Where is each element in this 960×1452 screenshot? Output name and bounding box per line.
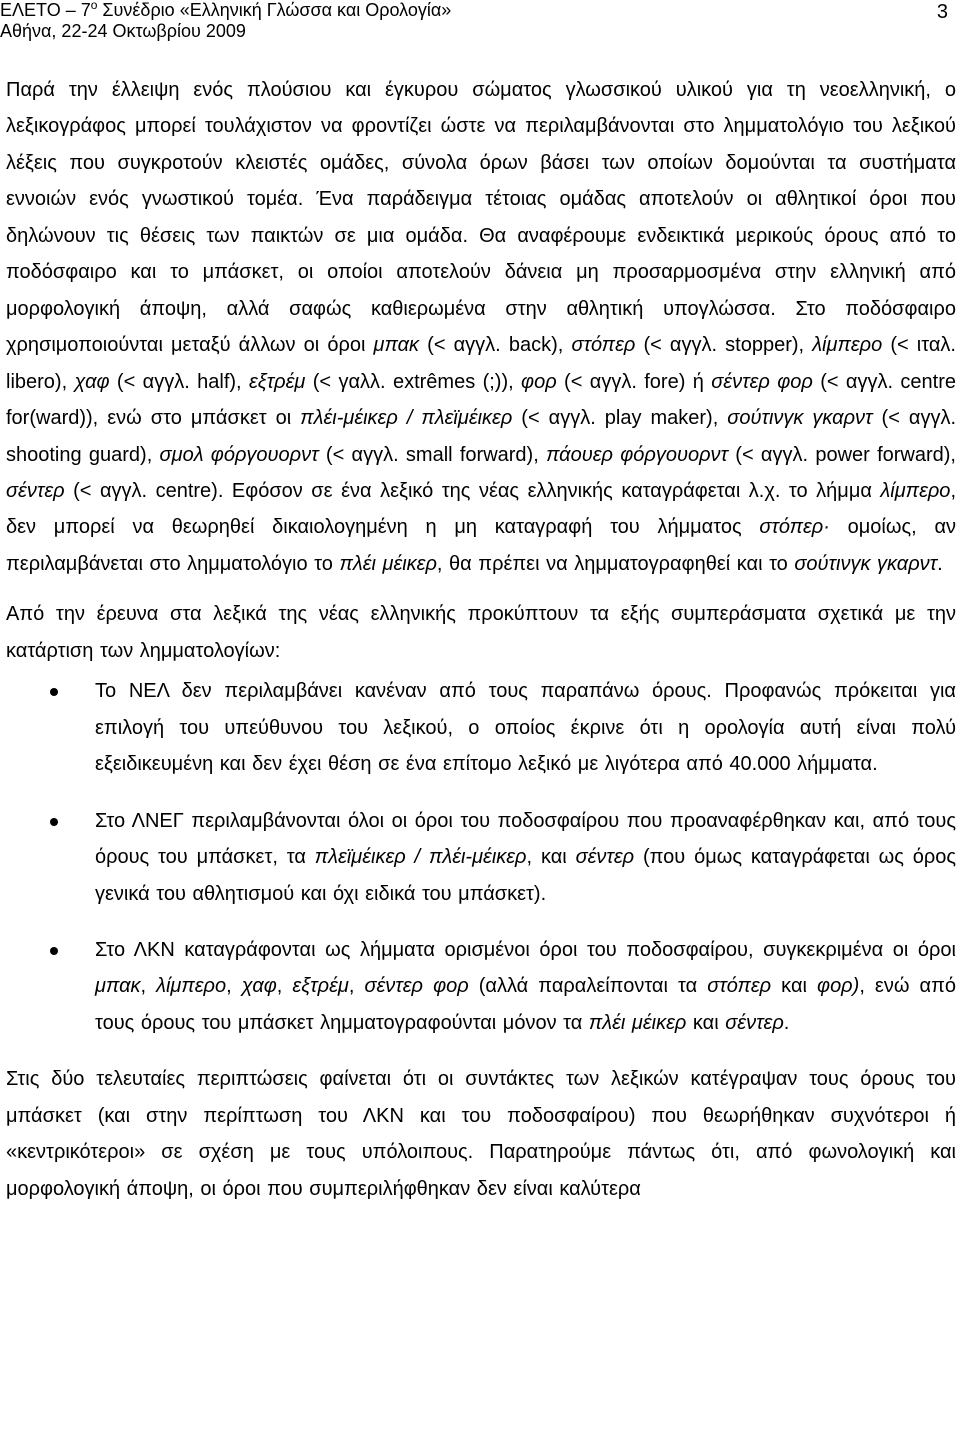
page-header: [0, 0, 960, 42]
list-item: [6, 803, 956, 912]
list-item-text: Στο ΛΚΝ καταγράφονται ως λήμματα ορισμένοι όροι του ποδοσφαίρου, συγκεκριμένα οι όροι μπακ, λίμπερο, χαφ, εξτρέμ, σέντερ φορ (αλλά παραλείπονται τα στόπερ και φορ), ενώ από τους όρους του μπάσκετ λημματογραφούνται μόνον τα πλέι μέικερ και σέντερ.: [95, 938, 957, 1034]
paragraph-intro: Παρά την έλλειψη ενός πλούσιου και έγκυρου σώματος γλωσσικού υλικού για τη νεοελληνική, ο λεξικογράφος μπορεί τουλάχιστον να φροντίζει ώστε να περιλαμβάνονται στο λημματολόγιο του λεξικού λέξεις που συγκροτούν κλειστές ομάδες, σύνολα όρων βάσει των οποίων δομούνται τα συστήματα εννοιών ενός γνωστικού τομέα. Ένα παράδειγμα τέτοιας ομάδας αποτελούν οι αθλητικοί όροι που δηλώνουν τις θέσεις των παικτών σε μια ομάδα. Θα αναφέρουμε ενδεικτικά μερικούς όρους από το ποδόσφαιρο και το μπάσκετ, οι οποίοι αποτελούν δάνεια μη προσαρμοσμένα στην ελληνική από μορφολογική άποψη, αλλά σαφώς καθιερωμένα στην αθλητική υπογλώσσα. Στο ποδόσφαιρο χρησιμοποιούνται μεταξύ άλλων οι όροι μπακ (< αγγλ. back), στόπερ (< αγγλ. stopper), λίμπερο (< ιταλ. libero), χαφ (< αγγλ. half), εξτρέμ (< γαλλ. extrêmes (;)), φορ (< αγγλ. fore) ή σέντερ φορ (< αγγλ. centre for(ward)), ενώ στο μπάσκετ οι πλέι-μέικερ / πλεϊμέικερ (< αγγλ. play maker), σούτινγκ γκαρντ (< αγγλ. shooting guard), σμολ φόργουορντ (< αγγλ. small forward), πάουερ φόργουορντ (< αγγλ. power forward), σέντερ (< αγγλ. centre). Εφόσον σε ένα λεξικό της νέας ελληνικής καταγράφεται λ.χ. το λήμμα λίμπερο, δεν μπορεί να θεωρηθεί δικαιολογημένη η μη καταγραφή του λήμματος στόπερ· ομοίως, αν περιλαμβάνεται στο λημματολόγιο το πλέι μέικερ, θα πρέπει να λημματογραφηθεί και το σούτινγκ γκαρντ.: [6, 79, 957, 575]
header-conference-title: ΕΛΕΤΟ – $7^o$ Συνέδριο «Ελληνική Γλώσσα και Ορολογία»: [0, 0, 452, 20]
bullet-dot-icon: [50, 688, 58, 696]
list-item-text: Το ΝΕΛ δεν περιλαμβάνει κανέναν από τους παραπάνω όρους. Προφανώς πρόκειται για επιλογή του υπεύθυνου του λεξικού, ο οποίος έκρινε ότι η ορολογία αυτή είναι πολύ εξειδικευμένη και δεν έχει θέση σε ένα επίτομο λεξικό με λιγότερα από 40.000 λήμματα.: [95, 680, 956, 776]
document-body: [6, 72, 956, 1207]
list-item: [6, 673, 956, 782]
bullet-dot-icon: [50, 947, 58, 955]
bullet-dot-icon: [50, 818, 58, 826]
paragraph-conclusions-intro: Από την έρευνα στα λεξικά της νέας ελληνικής προκύπτουν τα εξής συμπεράσματα σχετικά με την κατάρτιση των λημματολογίων:: [6, 603, 956, 662]
paragraph-observations: Στις δύο τελευταίες περιπτώσεις φαίνεται ότι οι συντάκτες των λεξικών κατέγραψαν τους όρους του μπάσκετ (και στην περίπτωση του ΛΚΝ και του ποδοσφαίρου) που θεωρήθηκαν συχνότεροι ή «κεντρικότεροι» σε σχέση με τους υπόλοιπους. Παρατηρούμε πάντως ότι, από φωνολογική και μορφολογική άποψη, οι όροι που συμπεριλήφθηκαν δεν είναι καλύτερα: [6, 1068, 956, 1200]
page-number: 3: [936, 1, 948, 23]
conclusions-list: [6, 673, 956, 1041]
list-item-text: Στο ΛΝΕΓ περιλαμβάνονται όλοι οι όροι του ποδοσφαίρου που προαναφέρθηκαν και, από τους όρους του μπάσκετ, τα πλεϊμέικερ / πλέι-μέικερ, και σέντερ (που όμως καταγράφεται ως όρος γενικά του αθλητισμού και όχι ειδικά του μπάσκετ).: [95, 809, 956, 905]
header-conference-date: Αθήνα, 22-24 Οκτωβρίου 2009: [0, 21, 246, 41]
list-item: [6, 932, 956, 1041]
